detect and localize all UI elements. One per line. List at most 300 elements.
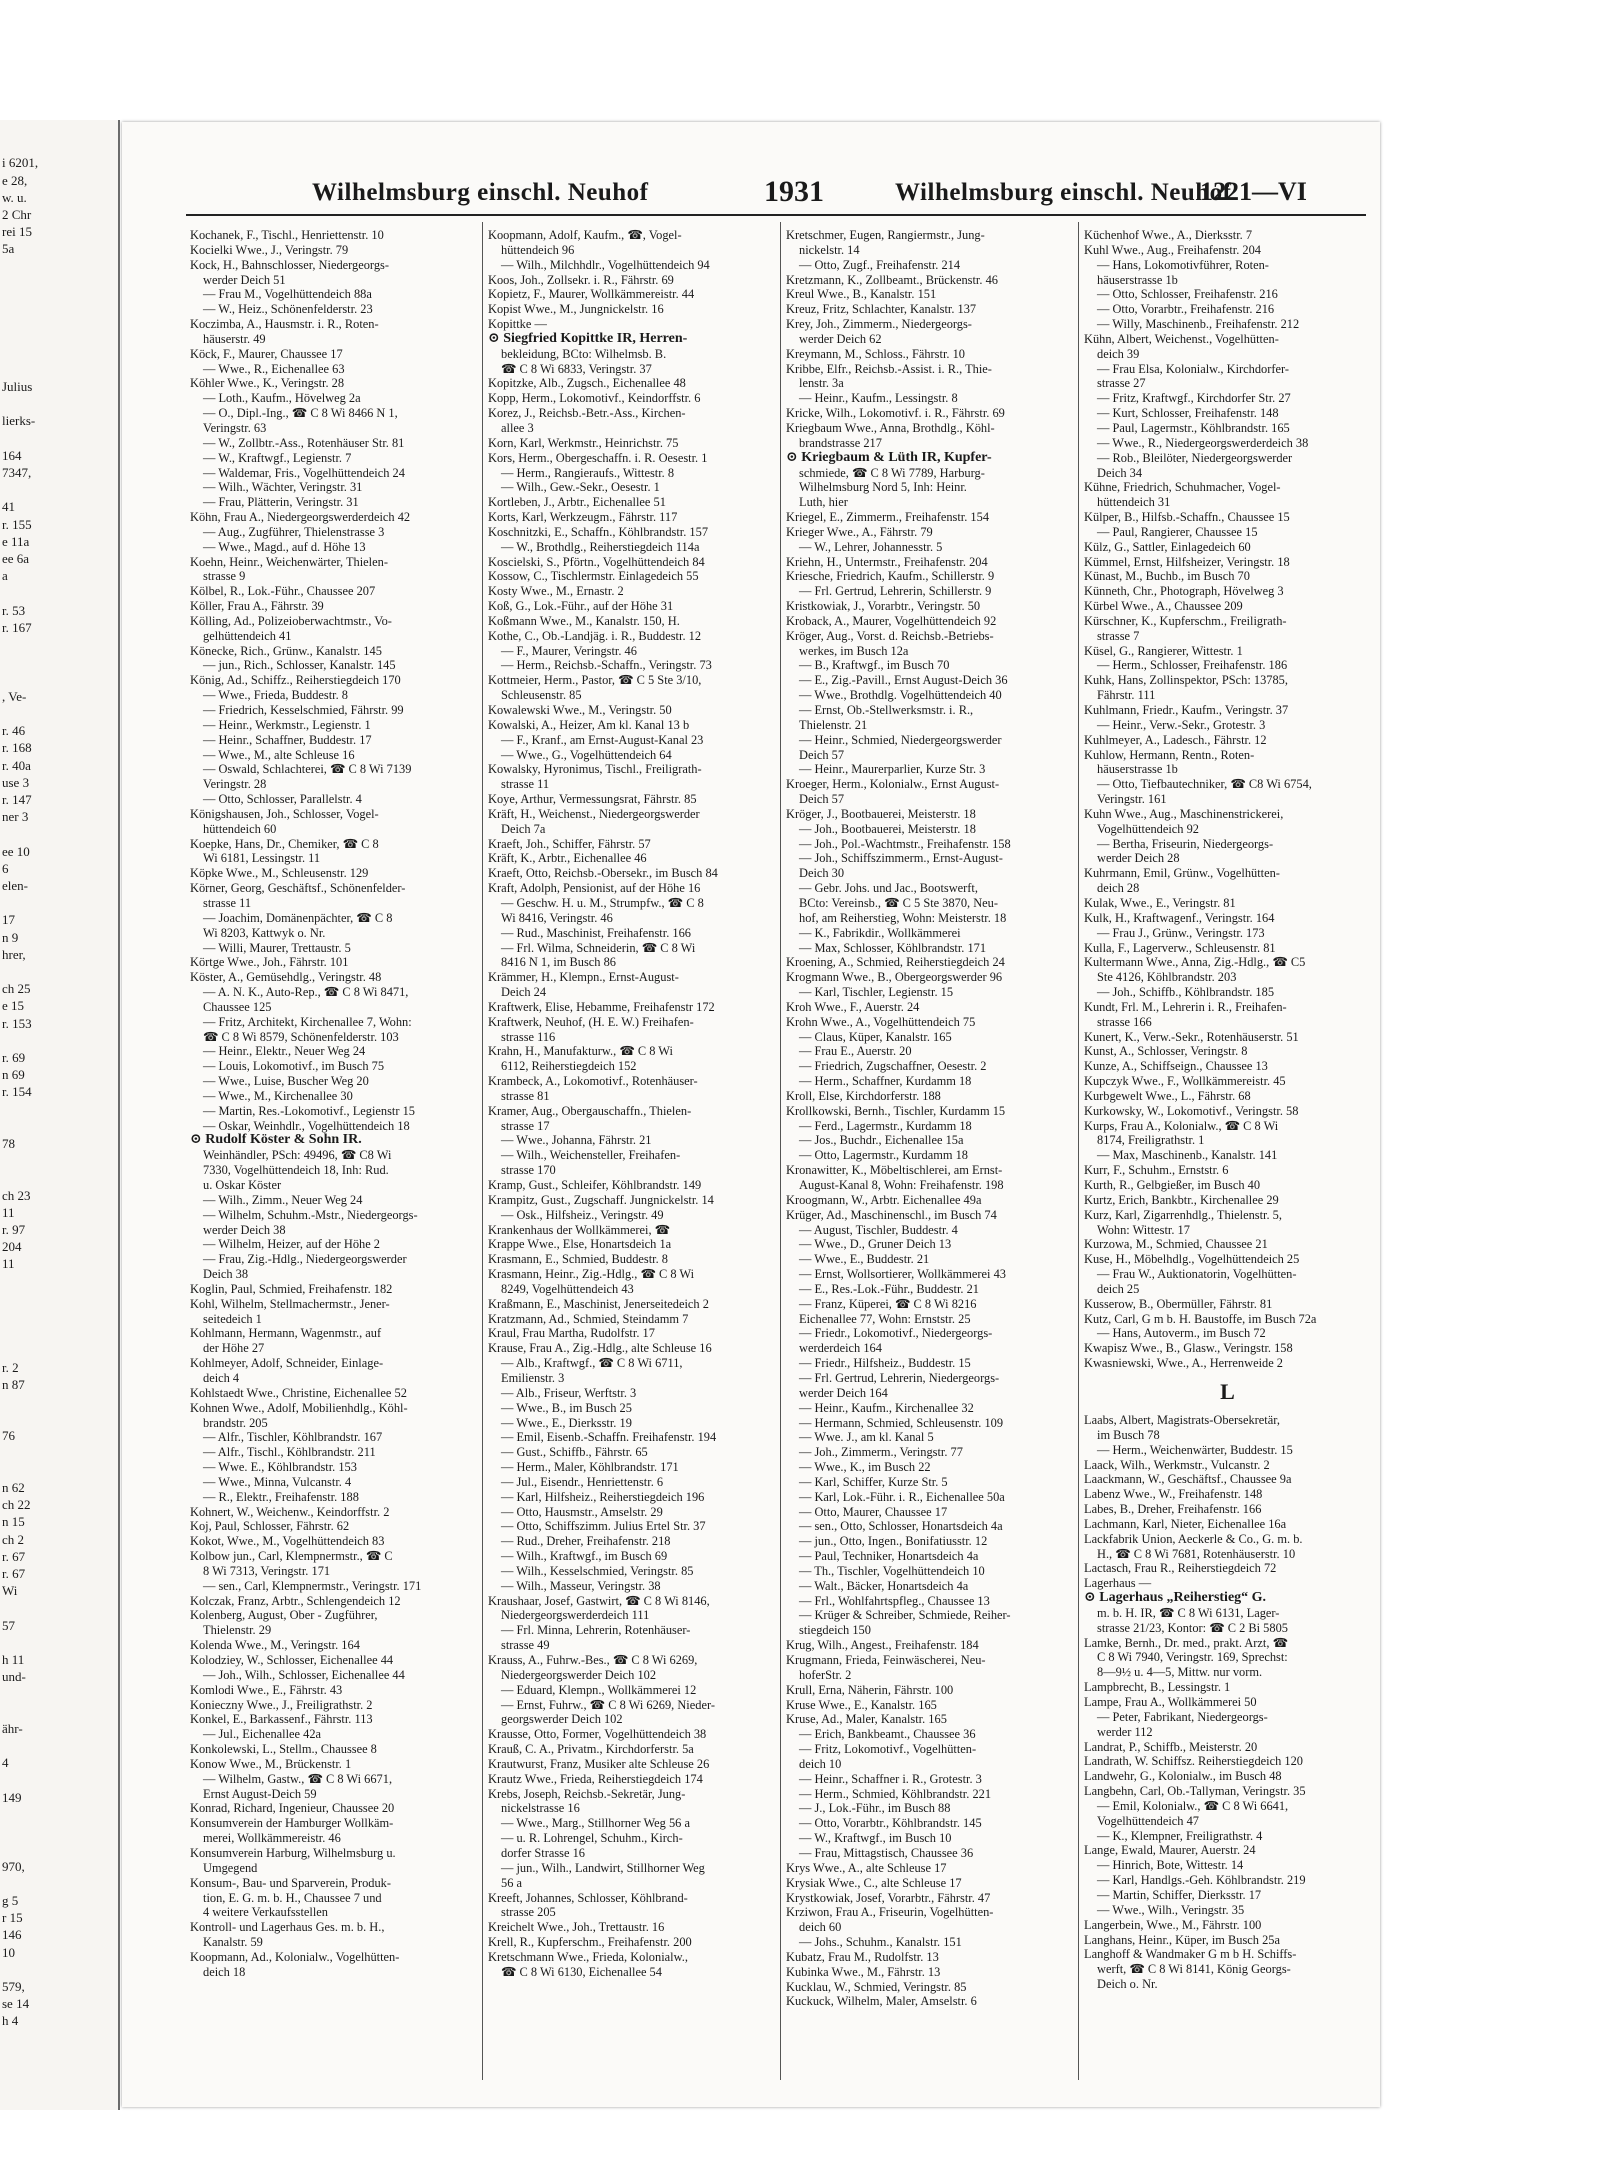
directory-entry: — Emil, Kolonialw., ☎ C 8 Wi 6641,	[1097, 1798, 1289, 1813]
directory-entry: Deich 34	[1097, 465, 1143, 480]
directory-entry: Künast, M., Buchb., im Busch 70	[1084, 569, 1250, 584]
directory-entry: — Hans, Lokomotivführer, Roten-	[1097, 257, 1269, 272]
directory-entry: — Wwe., G., Vogelhüttendeich 64	[501, 747, 672, 762]
directory-entry: — Wwe., K., im Busch 22	[799, 1460, 931, 1475]
directory-entry: Kolenberg, August, Ober - Zugführer,	[190, 1608, 378, 1623]
directory-entry: Krysiak Wwe., C., alte Schleuse 17	[786, 1875, 962, 1890]
directory-entry: — E., Zig.-Pavill., Ernst August-Deich 36	[799, 673, 1008, 688]
directory-entry: Kopitzke, Alb., Zugsch., Eichenallee 48	[488, 376, 686, 391]
directory-entry: — Wilh., Kesselschmied, Veringstr. 85	[501, 1563, 694, 1578]
directory-entry: Konieczny Wwe., J., Freiligrathstr. 2	[190, 1697, 373, 1712]
directory-entry: Weinhändler, PSch: 49496, ☎ C8 Wi	[203, 1148, 392, 1163]
previous-page-text: r. 168	[2, 740, 32, 756]
directory-entry: Krauß, C. A., Privatm., Kirchdorferstr. 5a	[488, 1742, 694, 1757]
directory-entry: Deich o. Nr.	[1097, 1977, 1158, 1992]
directory-entry: Kohl, Wilhelm, Stellmachermstr., Jener-	[190, 1296, 390, 1311]
directory-entry: — Heinr., Kaufm., Kirchenallee 32	[799, 1400, 974, 1415]
directory-entry: — J., Lok.-Führ., im Busch 88	[799, 1801, 951, 1816]
directory-entry: BCto: Vereinsb., ☎ C 5 Ste 3870, Neu-	[799, 895, 998, 910]
previous-page-text	[0, 1806, 118, 1823]
directory-entry: Kurz, Karl, Zigarrenhdlg., Thielenstr. 5,	[1084, 1207, 1282, 1222]
directory-entry: — Karl, Schiffer, Kurze Str. 5	[799, 1474, 948, 1489]
directory-entry: — Wwe., M., alte Schleuse 16	[203, 747, 355, 762]
directory-entry: Kreymann, M., Schloss., Fährstr. 10	[786, 346, 965, 361]
directory-entry: König, Ad., Schiffz., Reiherstiegdeich 170	[190, 673, 401, 688]
previous-page-text	[0, 395, 118, 412]
directory-entry: — Eduard, Klempn., Wollkämmerei 12	[501, 1682, 697, 1697]
directory-entry: Kontroll- und Lagerhaus Ges. m. b. H.,	[190, 1920, 385, 1935]
directory-entry: — Franz, Küperei, ☎ C 8 Wi 8216	[799, 1296, 977, 1311]
directory-entry: u. Oskar Köster	[203, 1178, 282, 1192]
previous-page-text: use 3	[2, 774, 30, 790]
previous-page-text	[0, 1169, 118, 1186]
directory-entry: Kroeger, Herm., Kolonialw., Ernst August-	[786, 777, 1000, 792]
directory-entry: strasse 116	[501, 1029, 556, 1044]
directory-entry: Wi 8416, Veringstr. 46	[501, 910, 613, 925]
directory-entry: Fährstr. 111	[1097, 688, 1156, 703]
directory-entry: — W., Brothdlg., Reiherstiegdeich 114a	[501, 539, 700, 554]
directory-entry: — Paul, Rangierer, Chaussee 15	[1097, 524, 1258, 539]
directory-entry: Kock, H., Bahnschlosser, Niedergeorgs-	[190, 257, 389, 272]
previous-page-text: r. 67	[2, 1548, 26, 1564]
directory-entry: Kupczyk Wwe., F., Wollkämmereistr. 45	[1084, 1074, 1286, 1089]
directory-entry: Kurps, Frau A., Kolonialw., ☎ C 8 Wi	[1084, 1118, 1279, 1133]
directory-entry: — Kurt, Schlosser, Freihafenstr. 148	[1097, 406, 1279, 421]
previous-page-text: r. 69	[2, 1049, 26, 1065]
directory-entry: Kortleben, J., Arbtr., Eichenallee 51	[488, 495, 666, 510]
directory-entry: — A. N. K., Auto-Rep., ☎ C 8 Wi 8471,	[203, 985, 409, 1000]
directory-entry: Langerbein, Wwe., M., Fährstr. 100	[1084, 1917, 1262, 1932]
directory-entry: Kraßmann, E., Maschinist, Jenerseitedeich 2	[488, 1296, 709, 1311]
directory-entry: — Heinr., Werkmstr., Legienstr. 1	[203, 717, 371, 732]
previous-page-text	[0, 1307, 118, 1324]
directory-entry: Kreuz, Fritz, Schlachter, Kanalstr. 137	[786, 302, 977, 317]
directory-entry: Kuhk, Hans, Zollinspektor, PSch: 13785,	[1084, 673, 1288, 688]
previous-page-text	[0, 705, 118, 722]
directory-entry: — Gebr. Johs. und Jac., Bootswerft,	[799, 881, 978, 896]
directory-entry: — Frau, Plätterin, Veringstr. 31	[203, 495, 359, 510]
directory-column-4	[1084, 228, 1371, 1992]
directory-entry: Konkolewski, L., Stellm., Chaussee 8	[190, 1742, 377, 1757]
directory-entry: Köhn, Frau A., Niedergeorgswerderdeich 42	[190, 510, 411, 525]
directory-entry: Krampitz, Gust., Zugschaff. Jungnickelstr. 14	[488, 1192, 714, 1207]
directory-entry: Kowalsky, Hyronimus, Tischl., Freiligrath-	[488, 762, 702, 777]
previous-page-text	[0, 1324, 118, 1341]
directory-entry: Kohnen Wwe., Adolf, Mobilienhdlg., Köhl-	[190, 1400, 408, 1415]
previous-page-text	[0, 825, 118, 842]
directory-entry: Kowalski, A., Heizer, Am kl. Kanal 13 b	[488, 717, 690, 732]
previous-page-text	[0, 2064, 118, 2081]
directory-entry: Kubatz, Frau M., Rudolfstr. 13	[786, 1949, 939, 1964]
directory-entry: Kraeft, Otto, Reichsb.-Obersekr., im Busch 84	[488, 866, 718, 881]
directory-entry: Kunst, A., Schlosser, Veringstr. 8	[1084, 1044, 1248, 1059]
directory-entry: — Joh., Pol.-Wachtmstr., Freihafenstr. 158	[799, 836, 1011, 851]
directory-column-3	[786, 228, 1073, 2009]
directory-entry: Kretschmer, Eugen, Rangiermstr., Jung-	[786, 228, 985, 242]
directory-entry: — Frau E., Auerstr. 20	[799, 1044, 912, 1059]
directory-entry: — Joachim, Domänenpächter, ☎ C 8	[203, 910, 393, 925]
directory-entry: Niedergeorgswerderdeich 111	[501, 1608, 650, 1623]
directory-entry: Wi 8203, Kattwyk o. Nr.	[203, 925, 326, 940]
directory-entry: Krey, Joh., Zimmerm., Niedergeorgs-	[786, 317, 972, 332]
previous-page-text	[0, 275, 118, 292]
directory-entry: — Herm., Schlosser, Freihafenstr. 186	[1097, 658, 1288, 673]
previous-page-text: 10	[2, 1944, 15, 1960]
previous-page-text: h 4	[2, 2013, 19, 2029]
directory-entry: Kultermann Wwe., Anna, Zig.-Hdlg., ☎ C5	[1084, 955, 1306, 970]
previous-page-text: i 6201,	[2, 155, 39, 171]
directory-entry: — Willi, Maurer, Trettaustr. 5	[203, 940, 351, 955]
previous-page-text: r. 147	[2, 791, 32, 807]
directory-entry: Kulak, Wwe., E., Veringstr. 81	[1084, 895, 1236, 910]
directory-entry: — Alb., Friseur, Werftstr. 3	[501, 1385, 637, 1400]
directory-entry: Külz, G., Sattler, Einlagedeich 60	[1084, 539, 1251, 554]
previous-page-text: 579,	[2, 1978, 25, 1994]
directory-entry: — Wwe., Frieda, Buddestr. 8	[203, 688, 348, 703]
directory-entry: — Max, Maschinenb., Kanalstr. 141	[1097, 1148, 1278, 1163]
directory-entry: — Friedr., Lokomotivf., Niedergeorgs-	[799, 1326, 993, 1341]
directory-entry: — jun., Rich., Schlosser, Kanalstr. 145	[203, 658, 396, 673]
directory-entry: Kriegel, E., Zimmerm., Freihafenstr. 154	[786, 510, 990, 525]
directory-entry: Kohlmann, Hermann, Wagenmstr., auf	[190, 1326, 382, 1341]
directory-entry: — Otto, Schlosser, Freihafenstr. 216	[1097, 287, 1278, 302]
directory-entry: Kwasniewski, Wwe., A., Herrenweide 2	[1084, 1356, 1283, 1371]
directory-entry: Landrat, P., Schiffb., Meisterstr. 20	[1084, 1739, 1258, 1754]
directory-entry: Kreichelt Wwe., Joh., Trettaustr. 16	[488, 1920, 665, 1935]
directory-entry: dorfer Strasse 16	[501, 1845, 585, 1860]
directory-entry: Krull, Erna, Näherin, Fährstr. 100	[786, 1682, 954, 1697]
directory-entry: Lagerhaus —	[1084, 1576, 1152, 1591]
directory-entry: Kriegbaum Wwe., Anna, Brothdlg., Köhl-	[786, 420, 995, 435]
directory-entry: stiegdeich 150	[799, 1623, 871, 1638]
directory-entry: — Wilh., Wächter, Veringstr. 31	[203, 480, 363, 495]
directory-entry: Kramp, Gust., Schleifer, Köhlbrandstr. 149	[488, 1178, 702, 1192]
directory-entry: — K., Fabrikdir., Wollkämmerei	[799, 925, 961, 940]
previous-page-text: r. 2	[2, 1359, 19, 1375]
directory-entry: Langhoff & Wandmaker G m b H. Schiffs-	[1084, 1947, 1297, 1962]
directory-entry: Konsumverein der Hamburger Wollkäm-	[190, 1816, 394, 1831]
previous-page-text	[0, 258, 118, 275]
previous-page-text	[0, 1032, 118, 1049]
directory-entry: — Heinr., Schmied, Niedergeorgswerder	[799, 732, 1002, 747]
previous-page-text: 970,	[2, 1858, 25, 1874]
directory-entry: Lange, Ewald, Maurer, Auerstr. 24	[1084, 1843, 1256, 1858]
directory-entry: — Fritz, Architekt, Kirchenallee 7, Wohn:	[203, 1014, 412, 1029]
previous-page-text: a	[2, 568, 8, 584]
previous-page-text	[0, 1772, 118, 1789]
header-rule	[186, 214, 1366, 216]
previous-page-text	[0, 1101, 118, 1118]
previous-page-text	[0, 584, 118, 601]
previous-page-text: 41	[2, 499, 15, 515]
directory-entry: — Osk., Hilfsheiz., Veringstr. 49	[501, 1207, 664, 1222]
directory-entry: werft, ☎ C 8 Wi 8141, König Georgs-	[1097, 1962, 1291, 1977]
directory-entry: Kraul, Frau Martha, Rudolfstr. 17	[488, 1326, 655, 1341]
directory-entry: strasse 49	[501, 1638, 550, 1653]
directory-entry: schmiede, ☎ C 8 Wi 7789, Harburg-	[799, 465, 985, 480]
previous-page-text	[0, 1393, 118, 1410]
directory-entry: Kreul Wwe., B., Kanalstr. 151	[786, 287, 937, 302]
previous-page-text: n 9	[2, 929, 19, 945]
directory-entry: Kraft, Adolph, Pensionist, auf der Höhe 16	[488, 881, 701, 896]
directory-entry: Kröger, Aug., Vorst. d. Reichsb.-Betriebs-	[786, 628, 994, 643]
directory-entry: — Hermann, Schmied, Schleusenstr. 109	[799, 1415, 1004, 1430]
directory-entry: — Joh., Zimmerm., Veringstr. 77	[799, 1445, 963, 1460]
directory-entry: — Rob., Bleilöter, Niedergeorgswerder	[1097, 450, 1293, 465]
directory-entry: Krasmann, Heinr., Zig.-Hdlg., ☎ C 8 Wi	[488, 1267, 695, 1282]
directory-entry: Kohnert, W., Weichenw., Keindorffstr. 2	[190, 1504, 390, 1519]
directory-entry: 8249, Vogelhüttendeich 43	[501, 1281, 634, 1296]
previous-page-text	[0, 963, 118, 980]
directory-entry: — Martin, Res.-Lokomotivf., Legienstr 15	[203, 1103, 415, 1118]
directory-entry: häuserstrasse 1b	[1097, 272, 1178, 287]
directory-entry: Kolczak, Franz, Arbtr., Schlengendeich 12	[190, 1593, 401, 1608]
directory-entry: lenstr. 3a	[799, 376, 844, 391]
directory-entry: Ernst August-Deich 59	[203, 1786, 317, 1801]
directory-entry: Küchenhof Wwe., A., Dierksstr. 7	[1084, 228, 1253, 242]
directory-entry: werder Deich 28	[1097, 851, 1180, 866]
directory-entry: Koczimba, A., Hausmstr. i. R., Roten-	[190, 317, 379, 332]
directory-entry: deich 18	[203, 1964, 246, 1979]
previous-page-text: 146	[2, 1927, 22, 1943]
directory-entry: — Frau J., Grünw., Veringstr. 173	[1097, 925, 1265, 940]
directory-entry: Kühn, Albert, Weichenst., Vogelhütten-	[1084, 331, 1279, 346]
directory-entry: — Frl., Wohlfahrtspfleg., Chaussee 13	[799, 1593, 990, 1608]
directory-entry: — W., Kraftwgf., Legienstr. 7	[203, 450, 352, 465]
directory-entry: Vogelhüttendeich 92	[1097, 821, 1199, 836]
directory-entry: Krasmann, E., Schmied, Buddestr. 8	[488, 1252, 668, 1267]
directory-entry: — Otto, Vorarbtr., Freihafenstr. 216	[1097, 302, 1275, 317]
directory-entry: werder Deich 51	[203, 272, 286, 287]
directory-entry: — W., Heiz., Schönenfelderstr. 23	[203, 302, 373, 317]
page-year: 1931	[764, 175, 824, 208]
directory-entry: tion, E. G. m. b. H., Chaussee 7 und	[203, 1890, 382, 1905]
directory-entry: 8—9½ u. 4—5, Mittw. nur vorm.	[1097, 1665, 1263, 1680]
directory-entry: — Wilh., Zimm., Neuer Weg 24	[203, 1192, 363, 1207]
directory-entry: — Heinr., Verw.-Sekr., Grotestr. 3	[1097, 717, 1266, 732]
directory-entry: werder 112	[1097, 1724, 1153, 1739]
directory-entry: werkes, im Busch 12a	[799, 643, 909, 658]
previous-page-text	[0, 1462, 118, 1479]
directory-entry: Köpke Wwe., M., Schleusenstr. 129	[190, 866, 369, 881]
directory-entry: Umgegend	[203, 1860, 258, 1875]
previous-page-text: h 11	[2, 1652, 25, 1668]
directory-entry: — Wwe., D., Gruner Deich 13	[799, 1237, 952, 1252]
directory-entry: Kuhn Wwe., Aug., Maschinenstrickerei,	[1084, 806, 1284, 821]
previous-page-text	[0, 1703, 118, 1720]
directory-entry: — Herm., Schmied, Köhlbrandstr. 221	[799, 1786, 992, 1801]
directory-entry: häuserstr. 49	[203, 331, 266, 346]
directory-entry: — R., Elektr., Freihafenstr. 188	[203, 1489, 359, 1504]
directory-entry: strasse 170	[501, 1163, 556, 1178]
directory-entry: H., ☎ C 8 Wi 7681, Rotenhäuserstr. 10	[1097, 1546, 1296, 1561]
previous-page-text: 5a	[2, 241, 15, 257]
previous-page-text: Julius	[2, 379, 33, 395]
directory-column-1	[190, 228, 477, 1980]
directory-entry: Kopittke —	[488, 317, 547, 332]
directory-entry: strasse 205	[501, 1905, 556, 1920]
directory-entry: Kopist Wwe., M., Jungnickelstr. 16	[488, 302, 664, 317]
directory-entry: Kocielki Wwe., J., Veringstr. 79	[190, 242, 349, 257]
directory-entry: Kolodziey, W., Schlosser, Eichenallee 44	[190, 1653, 394, 1667]
directory-entry: — Joh., Schiffb., Köhlbrandstr. 185	[1097, 985, 1275, 1000]
directory-entry: 4 weitere Verkaufsstellen	[203, 1905, 329, 1920]
directory-entry: Kurzowa, M., Schmied, Chaussee 21	[1084, 1237, 1268, 1252]
directory-entry: — Wwe., Wilh., Veringstr. 35	[1097, 1902, 1245, 1917]
directory-entry: Kuhl Wwe., Aug., Freihafenstr. 204	[1084, 242, 1262, 257]
directory-entry: — Krüger & Schreiber, Schmiede, Reiher-	[799, 1608, 1011, 1623]
directory-entry: 56 a	[501, 1875, 522, 1890]
directory-entry: — Frl. Gertrud, Lehrerin, Niedergeorgs-	[799, 1370, 1000, 1385]
directory-entry: August-Kanal 8, Wohn: Freihafenstr. 198	[799, 1178, 1004, 1192]
directory-entry: Kusserow, B., Obermüller, Fährstr. 81	[1084, 1296, 1273, 1311]
previous-page-text: r. 97	[2, 1222, 26, 1237]
directory-entry: — Otto, Schlosser, Parallelstr. 4	[203, 792, 362, 807]
directory-entry: Kräft, K., Arbtr., Eichenallee 46	[488, 851, 647, 866]
directory-entry: C 8 Wi 7940, Veringstr. 169, Sprechst:	[1097, 1650, 1288, 1665]
directory-entry: — W., Zollbtr.-Ass., Rotenhäuser Str. 81	[203, 435, 405, 450]
directory-entry: — E., Res.-Lok.-Führ., Buddestr. 21	[799, 1281, 980, 1296]
directory-entry: ⊙ Rudolf Köster & Sohn IR.	[190, 1133, 362, 1148]
previous-page-text	[0, 326, 118, 343]
directory-entry: — Heinr., Schaffner, Buddestr. 17	[203, 732, 372, 747]
directory-entry: Deich 7a	[501, 821, 546, 836]
directory-entry: Kronawitter, K., Möbeltischlerei, am Ernst-	[786, 1163, 1003, 1178]
directory-entry: m. b. H. IR, ☎ C 8 Wi 6131, Lager-	[1097, 1605, 1280, 1620]
directory-entry: Deich 24	[501, 985, 547, 1000]
directory-entry: Langbehn, Carl, Ob.-Tallyman, Veringstr. 35	[1084, 1784, 1306, 1799]
directory-entry: Kurtz, Erich, Bankbtr., Kirchenallee 29	[1084, 1192, 1279, 1207]
previous-page-text: und-	[2, 1669, 26, 1685]
directory-entry: — Oswald, Schlachterei, ☎ C 8 Wi 7139	[203, 762, 412, 777]
directory-entry: — Karl, Handlgs.-Geh. Köhlbrandstr. 219	[1097, 1873, 1306, 1888]
previous-page-text	[0, 309, 118, 326]
previous-page-text	[0, 1685, 118, 1702]
directory-entry: — Rud., Maschinist, Freihafenstr. 166	[501, 925, 691, 940]
previous-page-text: e 15	[2, 998, 25, 1014]
directory-entry: — Wwe., E., Buddestr. 21	[799, 1252, 930, 1267]
directory-entry: Kundt, Frl. M., Lehrerin i. R., Freihafen-	[1084, 999, 1287, 1014]
directory-entry: Ste 4126, Köhlbrandstr. 203	[1097, 970, 1237, 985]
directory-entry: Emilienstr. 3	[501, 1370, 565, 1385]
directory-entry: Lampbrecht, B., Lessingstr. 1	[1084, 1680, 1231, 1695]
directory-entry: — W., Lehrer, Johannesstr. 5	[799, 539, 943, 554]
directory-entry: — Wwe., Brothdlg. Vogelhüttendeich 40	[799, 688, 1002, 703]
directory-entry: Veringstr. 161	[1097, 792, 1167, 807]
previous-page-text: 11	[2, 1204, 15, 1220]
directory-entry: Korts, Karl, Werkzeugm., Fährstr. 117	[488, 510, 678, 525]
directory-entry: Niedergeorgswerder Deich 102	[501, 1667, 657, 1682]
directory-entry: — Alfr., Tischl., Köhlbrandstr. 211	[203, 1445, 376, 1460]
directory-entry: — Heinr., Maurerparlier, Kurze Str. 3	[799, 762, 986, 777]
directory-entry: Labenz Wwe., W., Freihafenstr. 148	[1084, 1487, 1263, 1502]
directory-entry: — Joh., Bootbauerei, Meisterstr. 18	[799, 821, 976, 836]
previous-page-text: r. 153	[2, 1015, 32, 1031]
directory-entry: Kölbel, R., Lok.-Führ., Chaussee 207	[190, 584, 376, 599]
directory-entry: — Martin, Schiffer, Dierksstr. 17	[1097, 1887, 1262, 1902]
directory-entry: — Herm., Rangieraufs., Wittestr. 8	[501, 465, 675, 480]
previous-page-text: ee 6a	[2, 551, 30, 567]
directory-entry: deich 28	[1097, 881, 1140, 896]
directory-entry: — Walt., Bäcker, Honartsdeich 4a	[799, 1578, 969, 1593]
directory-entry: — O., Dipl.-Ing., ☎ C 8 Wi 8466 N 1,	[203, 406, 398, 421]
directory-entry: — jun., Otto, Ingen., Bonifatiusstr. 12	[799, 1534, 988, 1549]
directory-entry: Lachmann, Karl, Nieter, Eichenallee 16a	[1084, 1516, 1287, 1531]
directory-entry: ⊙ Siegfried Kopittke IR, Herren-	[488, 331, 688, 346]
page-header	[190, 175, 1360, 215]
directory-entry: Koye, Arthur, Vermessungsrat, Fährstr. 85	[488, 792, 697, 807]
previous-page-text	[0, 1961, 118, 1978]
previous-page-text: ch 2	[2, 1531, 25, 1547]
previous-page-text: r. 167	[2, 619, 32, 635]
letter-heading: L	[1220, 1378, 1235, 1404]
directory-entry: Koschnitzki, E., Schaffn., Köhlbrandstr. 157	[488, 524, 709, 539]
previous-page-text	[0, 671, 118, 688]
previous-page-text: 7347,	[2, 465, 32, 481]
directory-entry: — K., Klempner, Freiligrathstr. 4	[1097, 1828, 1263, 1843]
directory-entry: ⊙ Lagerhaus „Reiherstieg“ G.	[1084, 1591, 1267, 1606]
previous-page-text: hrer,	[2, 946, 26, 962]
directory-entry: hoferStr. 2	[799, 1667, 852, 1682]
directory-entry: Deich 57	[799, 792, 845, 807]
directory-entry: seitedeich 1	[203, 1311, 262, 1326]
previous-page-text	[0, 1737, 118, 1754]
directory-entry: — Louis, Lokomotivf., im Busch 75	[203, 1059, 385, 1074]
previous-page-text: w. u.	[2, 189, 27, 205]
previous-page-text: ner 3	[2, 809, 29, 825]
directory-entry: 6112, Reiherstiegdeich 152	[501, 1059, 637, 1074]
previous-page-text: n 62	[2, 1480, 25, 1496]
previous-page-text: 11	[2, 1256, 15, 1272]
previous-page-text	[0, 430, 118, 447]
directory-entry: 8416 N 1, im Busch 86	[501, 955, 616, 970]
directory-entry: strasse 81	[501, 1088, 550, 1103]
directory-entry: — Hinrich, Bote, Wittestr. 14	[1097, 1858, 1244, 1873]
previous-page-text	[0, 653, 118, 670]
directory-entry: Krziwon, Frau A., Friseurin, Vogelhütten-	[786, 1905, 994, 1920]
directory-entry: ☎ C 8 Wi 8579, Schönenfelderstr. 103	[203, 1029, 399, 1044]
previous-page-text: e 11a	[2, 533, 30, 549]
directory-entry: strasse 7	[1097, 628, 1140, 643]
previous-page-text: ch 22	[2, 1497, 31, 1513]
directory-entry: deich 25	[1097, 1281, 1140, 1296]
directory-entry: Koos, Joh., Zollsekr. i. R., Fährstr. 69	[488, 272, 674, 287]
directory-entry: — Herm., Schaffner, Kurdamm 18	[799, 1074, 972, 1089]
directory-entry: — Heinr., Schaffner i. R., Grotestr. 3	[799, 1771, 982, 1786]
directory-entry: — Oskar, Weinhdlr., Vogelhüttendeich 18	[203, 1118, 410, 1133]
directory-entry: Küsel, G., Rangierer, Wittestr. 1	[1084, 643, 1243, 658]
directory-entry: Veringstr. 28	[203, 777, 267, 792]
directory-entry: — Wilhelm, Heizer, auf der Höhe 2	[203, 1237, 381, 1252]
directory-entry: 7330, Vogelhüttendeich 18, Inh: Rud.	[203, 1163, 389, 1178]
directory-entry: Wilhelmsburg Nord 5, Inh: Heinr.	[799, 480, 967, 495]
directory-entry: Kuhlmeyer, A., Ladesch., Fährstr. 12	[1084, 732, 1267, 747]
directory-entry: Krankenhaus der Wollkämmerei, ☎	[488, 1222, 671, 1237]
previous-page-text: n 87	[2, 1376, 25, 1392]
column-divider	[1078, 222, 1079, 2080]
directory-entry: — Friedrich, Zugschaffner, Oesestr. 2	[799, 1059, 987, 1074]
directory-entry: — Alfr., Tischler, Köhlbrandstr. 167	[203, 1430, 383, 1445]
directory-entry: — Frau M., Vogelhüttendeich 88a	[203, 287, 372, 302]
directory-entry: Kutz, Carl, G m b. H. Baustoffe, im Busch 72a	[1084, 1311, 1317, 1326]
directory-entry: Krogmann Wwe., B., Obergeorgswerder 96	[786, 970, 1003, 985]
directory-entry: hüttendeich 60	[203, 821, 277, 836]
directory-entry: — Wilh., Milchhdlr., Vogelhüttendeich 94	[501, 257, 710, 272]
directory-entry: Thielenstr. 21	[799, 717, 868, 732]
directory-entry: Konow Wwe., M., Brückenstr. 1	[190, 1756, 352, 1771]
previous-page-text	[0, 1341, 118, 1358]
directory-entry: Krys Wwe., A., alte Schleuse 17	[786, 1860, 947, 1875]
